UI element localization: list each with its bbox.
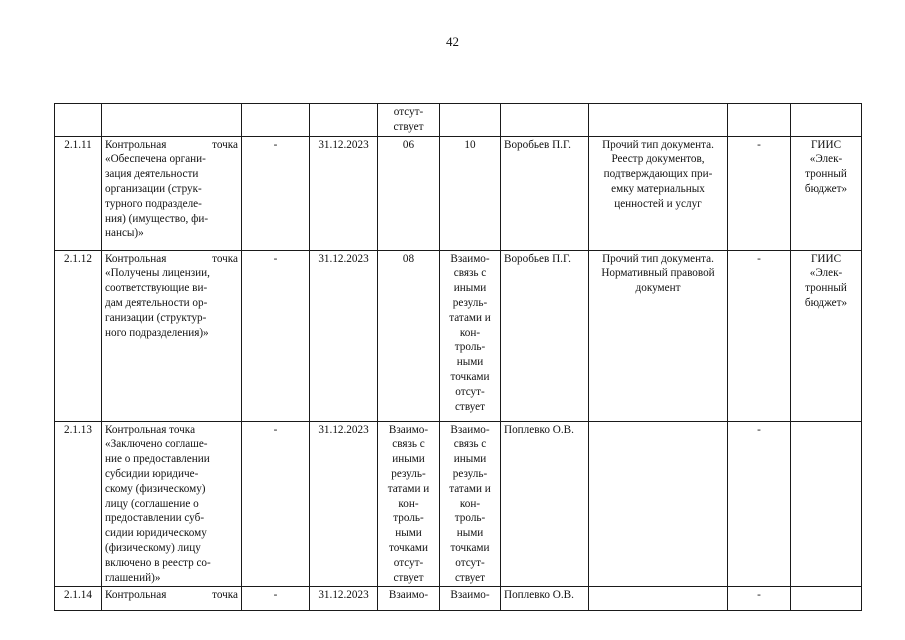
document-type: [589, 421, 728, 587]
name-head-word1: Контрольная: [105, 138, 167, 151]
control-points-table: [54, 103, 862, 611]
cell-num: [55, 104, 102, 137]
cell-col3: -: [242, 250, 310, 421]
control-point-name: [102, 250, 242, 421]
cell-col6: Взаимо- связь с иными резуль- татами и кон- троль- ными точками отсут- ствует: [440, 250, 501, 421]
cell-col6: Взаимо- связь с иными резуль- татами и кон- троль- ными точками отсут- ствует: [440, 421, 501, 587]
cell-name: [102, 104, 242, 137]
name-head-word1: Контрольная: [105, 589, 167, 602]
cell-date: [310, 104, 378, 137]
cell-col9: -: [728, 250, 791, 421]
cell-col6: [440, 104, 501, 137]
responsible-person: Поплевко О.В.: [501, 587, 589, 611]
control-point-name: Контрольная точка «Заключено соглаше- ние о предоставлении субсидии юридиче- скому (физическому) лицу (соглашение о предоставлении суб- сидии юридическому (физическому) лицу включено в реестр со- глашений)»: [102, 421, 242, 587]
name-body: «Получены лицензии, соответствующие ви- дам деятельности ор- ганизации (структур- ного подразделения)»: [105, 267, 210, 339]
deadline-date: 31.12.2023: [310, 421, 378, 587]
information-system: [791, 421, 862, 587]
deadline-date: 31.12.2023: [310, 136, 378, 250]
cell-col3: -: [242, 587, 310, 611]
cell-responsible: [501, 104, 589, 137]
table-row: [55, 421, 862, 587]
cell-col3: -: [242, 136, 310, 250]
cell-col9: -: [728, 136, 791, 250]
name-head-word2: точка: [212, 589, 238, 602]
cell-col6: Взаимо-: [440, 587, 501, 611]
control-point-name: [102, 587, 242, 611]
cell-col5: 08: [378, 250, 440, 421]
table-row: [55, 136, 862, 250]
cell-system: [791, 104, 862, 137]
name-head-word2: точка: [212, 138, 238, 151]
document-type: Прочий тип документа. Нормативный правовой документ: [589, 250, 728, 421]
responsible-person: Воробьев П.Г.: [501, 250, 589, 421]
cell-col3: -: [242, 421, 310, 587]
deadline-date: 31.12.2023: [310, 587, 378, 611]
name-head-word1: Контрольная: [105, 252, 167, 265]
row-number: 2.1.12: [55, 250, 102, 421]
cell-document: [589, 104, 728, 137]
name-head-word2: точка: [212, 252, 238, 265]
cell-col5: Взаимо- связь с иными резуль- татами и кон- троль- ными точками отсут- ствует: [378, 421, 440, 587]
cell-col5: Взаимо-: [378, 587, 440, 611]
row-number: 2.1.11: [55, 136, 102, 250]
row-number: 2.1.13: [55, 421, 102, 587]
table-row: [55, 250, 862, 421]
page-number: 42: [446, 34, 459, 49]
cell-col6: 10: [440, 136, 501, 250]
table-row: [55, 587, 862, 611]
information-system: ГИИС «Элек- тронный бюджет»: [791, 136, 862, 250]
deadline-date: 31.12.2023: [310, 250, 378, 421]
cell-col9: -: [728, 587, 791, 611]
cell-col5: отсут- ствует: [378, 104, 440, 137]
cell-col5: 06: [378, 136, 440, 250]
name-body: «Обеспечена органи- зация деятельности организации (струк- турного подразделе- ния) (имущество, фи- нансы)»: [105, 153, 209, 240]
document-type: Прочий тип документа. Реестр документов, подтверждающих при- емку материальных ценностей и услуг: [589, 136, 728, 250]
information-system: ГИИС «Элек- тронный бюджет»: [791, 250, 862, 421]
control-point-name: [102, 136, 242, 250]
responsible-person: Поплевко О.В.: [501, 421, 589, 587]
document-type: [589, 587, 728, 611]
cell-col3: [242, 104, 310, 137]
cell-col9: [728, 104, 791, 137]
information-system: [791, 587, 862, 611]
row-number: 2.1.14: [55, 587, 102, 611]
cell-col9: -: [728, 421, 791, 587]
responsible-person: Воробьев П.Г.: [501, 136, 589, 250]
table-row-top: [55, 104, 862, 137]
